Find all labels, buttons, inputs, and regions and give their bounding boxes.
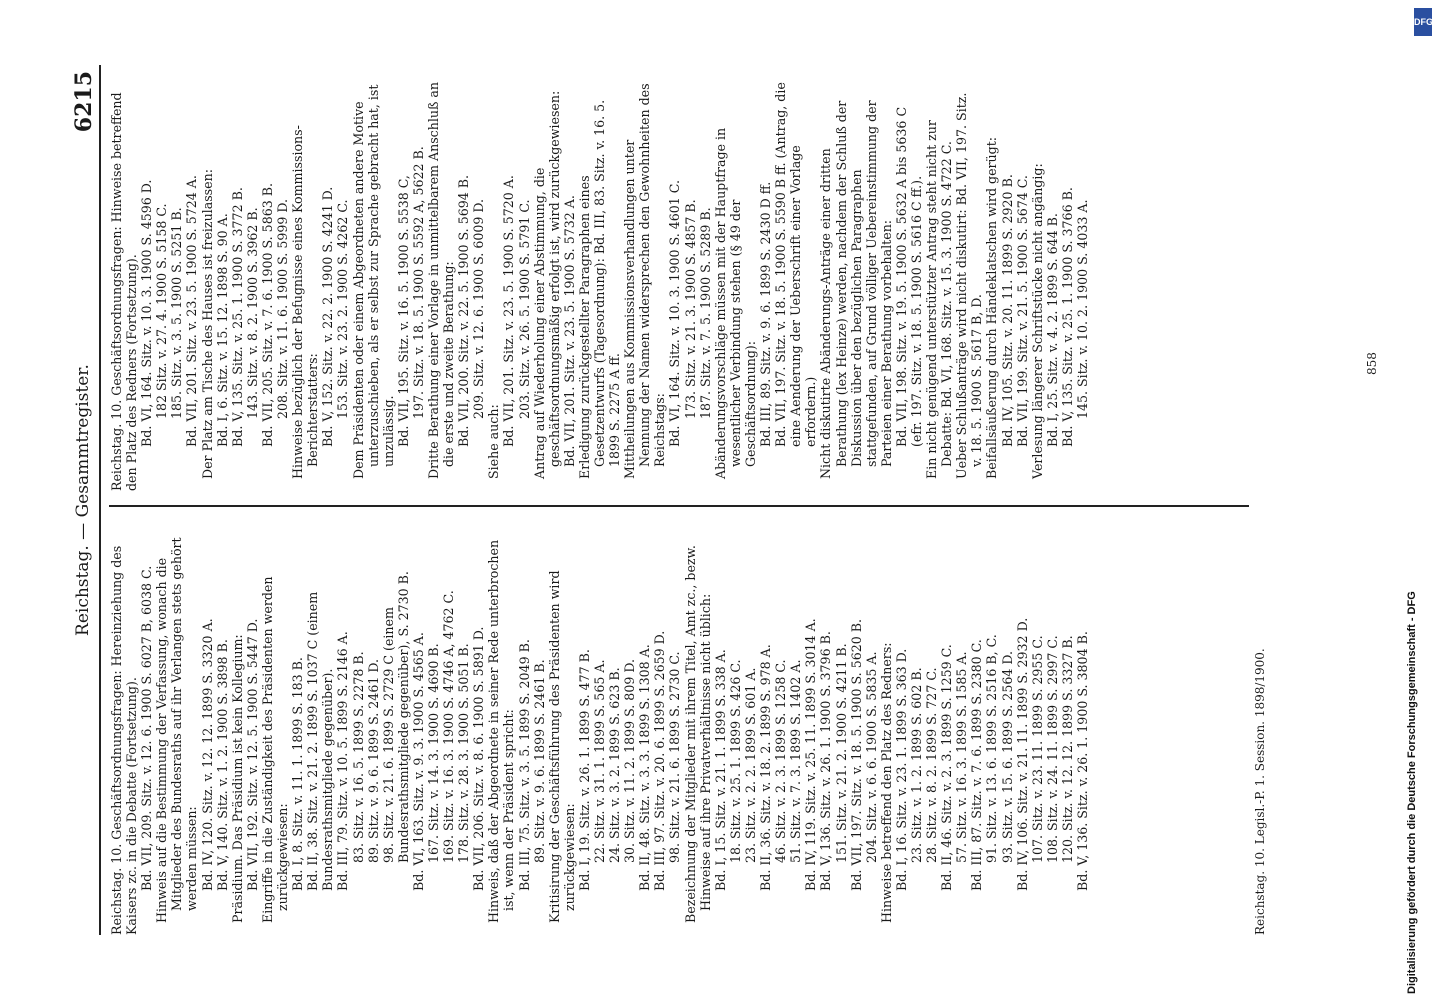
entry-line: Bd. I, 25. Sitz. v. 4. 2. 1899 S. 644 B. <box>1044 213 1060 447</box>
entry-line: Bd. V, 140. Sitz. v. 1. 2. 1900 S. 3898 B. <box>214 639 230 891</box>
document-page <box>65 65 1379 935</box>
entry-line: Bd. VII, 201. Sitz. v. 23. 5. 1900 S. 5724 A. <box>184 175 200 447</box>
entry-topic: Erledigung zurückgestellter Paragraphen eines Gesetzentwurfs (Tagesordnung): Bd. III, 83. Sitz. v. 16. 5. 1899 S. 2275 A ff. <box>576 99 623 479</box>
footer-number: 858 <box>1365 352 1379 375</box>
entry-line: Bd. IV, 119. Sitz. v. 25. 11. 1899 S. 3014 A. <box>803 618 819 891</box>
entry-line: Bd. VII, 195. Sitz. v. 16. 5. 1900 S. 5538 C, <box>395 175 411 447</box>
entry-line: Bd. V, 136. Sitz. v. 26. 1. 1900 S. 3796 B. <box>818 631 834 891</box>
entry-line: Bd. VII, 197. Sitz. v. 18. 5. 1900 S. 5620 B. <box>848 618 864 891</box>
entry-line: Bd. VII, 209. Sitz. v. 12. 6. 1900 S. 6027 B, 6038 C. <box>139 565 155 891</box>
entry-line: Bd. III, 97. Sitz. v. 20. 6. 1899 S. 2659 D. <box>652 630 668 891</box>
entry-line: Bd. VII, 192. Sitz. v. 12. 5. 1900 S. 5447 D. <box>244 618 260 891</box>
entry-line: 204. Sitz. v. 6. 6. 1900 S. 5835 A. <box>863 651 879 863</box>
entry-line: 24. Sitz. v. 3. 2. 1899 S. 623 B. <box>607 667 623 863</box>
entry-topic: Hinweis auf die Bestimmung der Verfassung, wonach die Mitglieder des Bundesraths auf ihr Verlangen stets gehört werden müssen: <box>154 537 200 923</box>
entry-line: Bd. I, 16. Sitz. v. 23. 1. 1899 S. 363 D. <box>893 648 909 891</box>
entry-topic: Ein nicht genügend unterstützter Antrag steht nicht zur Debatte: Bd. VI, 168. Sitz. v. 15. 3. 1900 S. 4722 C. <box>924 120 955 479</box>
entry-line: 28. Sitz. v. 8. 2. 1899 S. 727 C. <box>924 667 940 863</box>
entry-line: 153. Sitz. v. 23. 2. 1900 S. 4262 C. <box>335 199 351 419</box>
entry-line: Bd. VII, 201. Sitz. v. 23. 5. 1900 S. 5720 A. <box>501 175 517 447</box>
entry-line: Bd. V, 136. Sitz. v. 26. 1. 1900 S. 3804 B. <box>1075 631 1090 891</box>
entry-topic: Antrag auf Wiederholung einer Abstimmung, die geschäftsordnungsmäßig erfolgt ist, wird zurückgewiesen: Bd. VII, 201. Sitz. v. 23. 5. 1900 S. 5732 A. <box>531 90 577 479</box>
entry-line: 18. Sitz. v. 25. 1. 1899 S. 426 C. <box>727 659 743 863</box>
entry-line: 197. Sitz. v. 18. 5. 1900 S. 5592 A, 5622 B. <box>410 146 426 419</box>
entry-line: Bd. III, 75. Sitz. v. 3. 5. 1899 S. 2049 B. <box>516 639 532 891</box>
entry-topic: Hinweise betreffend den Platz des Redners: <box>878 642 894 923</box>
entry-line: 169. Sitz. v. 16. 3. 1900 S. 4746 A, 4762 C. <box>441 590 457 863</box>
entry-line: Bd. I, 8. Sitz. v. 11. 1. 1899 S. 183 B. <box>290 657 306 891</box>
entry-line: 83. Sitz. v. 16. 5. 1899 S. 2278 B. <box>350 651 366 863</box>
entry-topic: Kritisirung der Geschäftsführung des Präsidenten wird zurückgewiesen: <box>546 570 577 923</box>
entry-line: Bd. VI, 163. Sitz. v. 9. 3. 1900 S. 4565 A. <box>410 632 426 891</box>
entry-line: 46. Sitz. v. 2. 3. 1899 S. 1258 C. <box>773 659 789 863</box>
entry-heading: Reichstag. 10. Geschäftsordnungsfragen: Hereinziehung des Kaisers zc. in die Debatte (Fortsetzung). <box>109 545 140 935</box>
entry-line: 145. Sitz. v. 10. 2. 1900 S. 4033 A. <box>1075 199 1090 419</box>
entry-line: Bd. V, 152. Sitz. v. 22. 2. 1900 S. 4241 D. <box>320 186 336 447</box>
entry-line: Bd. I, 6. Sitz. v. 15. 12. 1898 S. 90 A. <box>214 213 230 447</box>
entry-line: 143. Sitz. v. 8. 2. 1900 S. 3962 B. <box>244 207 260 419</box>
entry-line: Bd. VII, 200. Sitz. v. 22. 5. 1900 S. 5694 B. <box>456 174 472 447</box>
entry-line: 173. Sitz. v. 21. 3. 1900 S. 4857 B. <box>682 199 698 419</box>
entry-line: 151. Sitz. v. 21. 2. 1900 S. 4211 B. <box>833 643 849 863</box>
left-column <box>109 523 1090 935</box>
credit-text: Digitalisierung gefördert durch die Deutsche Forschungsgemeinschaft - DFG <box>1406 591 1418 994</box>
entry-line: Bd. III, 87. Sitz. v. 7. 6. 1899 S. 2380 C. <box>969 639 985 891</box>
entry-line: 203. Sitz. v. 26. 5. 1900 S. 5791 C. <box>516 199 532 419</box>
entry-line: 185. Sitz. v. 3. 5. 1900 S. 5251 B. <box>169 207 185 419</box>
entry-line: 108. Sitz. v. 24. 11. 1899 S. 2997 C. <box>1044 635 1060 863</box>
entry-topic: Dem Präsidenten oder einem Abgeordneten andere Motive unterzuschieben, als er selbst zur Sprache gebracht hat, ist unzulässig. <box>350 84 396 479</box>
entry-topic: Ueber Schlußanträge wird nicht diskutirt: Bd. VII, 197. Sitz. v. 18. 5. 1900 S. 5617 B, D. <box>954 92 985 479</box>
entry-line: 57. Sitz. v. 16. 3. 1899 S. 1585 A. <box>954 651 970 863</box>
entry-topic: Hinweis, daß der Abgeordnete in seiner Rede unterbrochen ist, wenn der Präsident spricht: <box>486 539 517 923</box>
entry-topic: Mittheilungen aus Kommissionsverhandlungen unter Nennung der Namen widersprechen den Gewohnheiten des Reichstags: <box>622 83 668 479</box>
digitization-credit <box>1392 8 1420 994</box>
dfg-logo: DFG <box>1414 8 1432 36</box>
entry-line: 107. Sitz. v. 23. 11. 1899 S. 2955 C. <box>1029 635 1045 863</box>
entry-topic: Der Platz am Tische des Hauses ist freizulassen: <box>199 169 215 479</box>
entry-topic: Hinweise bezüglich der Befugnisse eines Kommissions-Berichterstatters: <box>290 125 321 479</box>
entry-line: Bd. IV, 120. Sitz. v. 12. 12. 1899 S. 3320 A. <box>199 618 215 891</box>
entry-line: Bd. V, 135. Sitz. v. 25. 1. 1900 S. 3772 B. <box>229 187 245 447</box>
footer-volume-note: Reichstag. 10. Legisl.-P. 1. Session. 1898/1900. <box>1253 648 1267 935</box>
column-divider <box>109 505 1249 507</box>
entry-line: Bd. V, 135. Sitz. v. 25. 1. 1900 S. 3766 B. <box>1059 187 1075 447</box>
entry-line: Bd. II, 38. Sitz. v. 21. 2. 1899 S. 1037 C (einem Bundesrathsmitgliede gegenüber). <box>305 591 336 891</box>
entry-line: Bd. VI, 164. Sitz. v. 10. 3. 1900 S. 4596 D. <box>139 179 155 447</box>
entry-line: 23. Sitz. v. 2. 2. 1899 S. 601 A. <box>742 667 758 863</box>
entry-line: 93. Sitz. v. 15. 6. 1899 S. 2564 D. <box>999 650 1015 863</box>
entry-line: Bd. III, 89. Sitz. v. 9. 6. 1899 S. 2430 D ff. <box>758 181 774 447</box>
entry-topic: Eingriffe in die Zuständigkeit des Präsidenten werden zurückgewiesen: <box>259 576 291 923</box>
entry-topic: Abänderungsvorschläge müssen mit der Hauptfrage in wesentlicher Verbindung stehen (§ 49 der Geschäftsordnung): <box>712 127 758 479</box>
entry-topic: Bezeichnung der Mitglieder mit ihrem Titel, Amt zc., bezw. Hinweise auf ihre Privatverhältnisse nicht üblich: <box>682 545 713 923</box>
entry-line: 167. Sitz. v. 14. 3. 1900 S. 4690 B. <box>425 643 441 863</box>
entry-line: 209. Sitz. v. 12. 6. 1900 S. 6009 D. <box>471 198 487 419</box>
entry-topic: Nicht diskutirte Abänderungs-Anträge einer dritten Berathung (lex Heinze) werden, nachdem der Schluß der Diskussion über den bezüglichen Paragraphen stattgefunden, auf Grund völliger Uebereinstimmung der Parteien einer Berathung vorbehalten: <box>818 100 894 479</box>
entry-line: 98. Sitz. v. 21. 6. 1899 S. 2730 C. <box>667 651 683 863</box>
entry-line: Bd. VII, 205. Sitz. v. 7. 6. 1900 S. 5863 B. <box>259 183 275 447</box>
entry-topic: Beifallsäußerung durch Händeklatschen wird gerügt: <box>984 136 1000 479</box>
entry-line: Bd. IV, 106. Sitz. v. 21. 11. 1899 S. 2932 D. <box>1014 617 1030 891</box>
running-title: Reichstag. — Gesammtregister. <box>73 364 93 636</box>
entry-line: 23. Sitz. v. 1. 2. 1899 S. 602 B. <box>908 667 924 863</box>
entry-topic: Präsidium. Das Präsidium ist kein Kollegium: <box>229 634 245 923</box>
entry-line: 187. Sitz. v. 7. 5. 1900 S. 5289 B. <box>697 207 713 419</box>
entry-line: Bd. IV, 105. Sitz. v. 20. 11. 1899 S. 2920 B. <box>999 174 1015 447</box>
entry-line: Bd. I, 15. Sitz. v. 21. 1. 1899 S. 338 A. <box>712 649 728 891</box>
entry-line: 91. Sitz. v. 13. 6. 1899 S. 2516 B, C. <box>984 634 1000 863</box>
entry-line: Bd. VI, 164. Sitz. v. 10. 3. 1900 S. 4601 C. <box>667 180 683 447</box>
entry-line: 30. Sitz. v. 11. 2. 1899 S. 809 D. <box>622 659 638 863</box>
entry-line: Bd. VII, 198. Sitz. v. 19. 5. 1900 S. 5632 A bis 5636 C (efr. 197. Sitz. v. 18. 5. 1900 S. 5616 C ff.). <box>893 106 924 447</box>
entry-line: 89. Sitz. v. 9. 6. 1899 S. 2461 B. <box>531 659 547 863</box>
entry-topic: Verlesung längerer Schriftstücke nicht angängig: <box>1029 163 1045 479</box>
entry-line: 98. Sitz. v. 21. 6. 1899 S. 2729 C (einem Bundesrathsmitgliede gegenüber), S. 2730 B. <box>380 571 411 863</box>
entry-topic: Dritte Berathung einer Vorlage in unmittelbarem Anschluß an die erste und zweite Berathung: <box>425 81 457 479</box>
entry-line: Bd. II, 36. Sitz. v. 18. 2. 1899 S. 978 A. <box>758 644 774 891</box>
entry-line: Bd. II, 48. Sitz. v. 3. 3. 1899 S. 1308 A. <box>637 644 653 891</box>
rotated-page <box>65 65 1379 935</box>
entry-line: Bd. I, 19. Sitz. v. 26. 1. 1899 S. 477 B. <box>576 649 592 891</box>
page-number: 6215 <box>71 71 97 133</box>
entry-line: Bd. VII, 197. Sitz. v. 18. 5. 1900 S. 5590 B ff. (Antrag, die eine Aenderung der Ueberschrift einer Vorlage erfordern.) <box>773 82 819 447</box>
entry-line: 120. Sitz. v. 12. 12. 1899 S. 3327 B. <box>1059 635 1075 863</box>
entry-line: Bd. VII, 199. Sitz. v. 21. 5. 1900 S. 5674 C. <box>1014 175 1030 447</box>
entry-line: 178. Sitz. v. 28. 3. 1900 S. 5051 B. <box>456 643 472 863</box>
entry-line: Bd. III, 79. Sitz. v. 10. 5. 1899 S. 2146 A. <box>335 631 351 891</box>
entry-topic: Siehe auch: <box>486 404 502 479</box>
page-header <box>65 65 105 935</box>
entry-line: 208. Sitz. v. 11. 6. 1900 S. 5999 D. <box>275 198 291 419</box>
entry-heading: Reichstag. 10. Geschäftsordnungsfragen: Hinweise betreffend den Platz des Redners (Fortsetzung). <box>109 92 140 491</box>
header-rule <box>99 65 101 935</box>
entry-line: 51. Sitz. v. 7. 3. 1899 S. 1402 A. <box>788 659 804 863</box>
entry-line: 182 Sitz. v. 27. 4. 1900 S. 5158 C. <box>154 203 170 419</box>
entry-line: 89. Sitz. v. 9. 6. 1899 S. 2461 D. <box>365 659 381 863</box>
entry-line: 22. Sitz. v. 31. 1. 1899 S. 565 A. <box>592 659 607 863</box>
entry-line: Bd. II, 46. Sitz. v. 2. 3. 1899 S. 1259 C. <box>939 644 955 891</box>
entry-line: Bd. VII, 206. Sitz. v. 8. 6. 1900 S. 5891 D. <box>471 626 487 891</box>
right-column <box>109 79 1090 491</box>
